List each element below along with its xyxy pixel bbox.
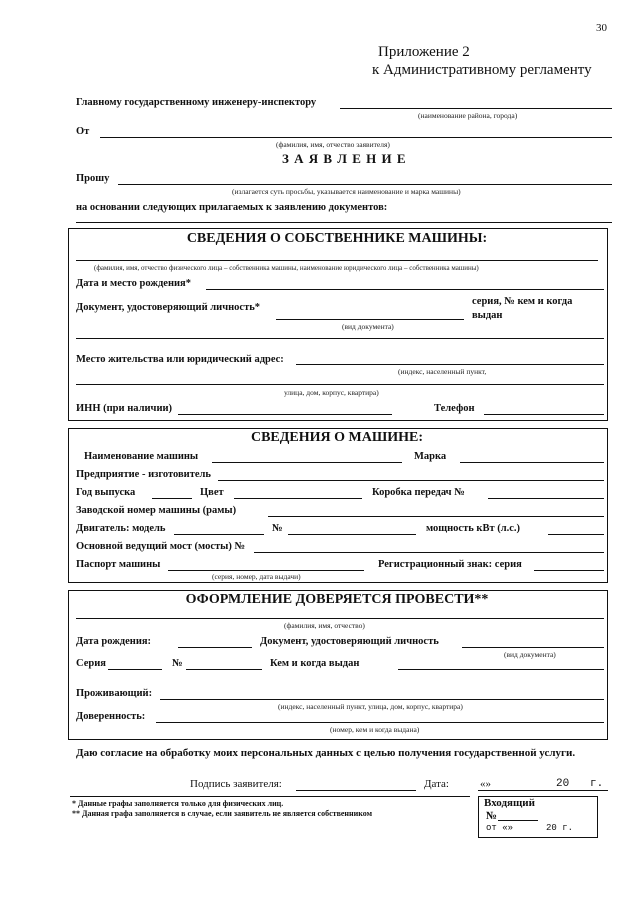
proxy-name-caption: (фамилия, имя, отчество) [284,621,365,630]
machine-serial-label: Заводской номер машины (рамы) [76,505,237,516]
owner-addr-caption2: улица, дом, корпус, квартира) [284,388,379,397]
proxy-title: ОФОРМЛЕНИЕ ДОВЕРЯЕТСЯ ПРОВЕСТИ** [185,592,489,607]
machine-year-field[interactable] [152,498,192,499]
owner-series-label: серия, № кем и когда [472,296,573,307]
machine-name-label: Наименование машины [84,451,199,462]
owner-address-field[interactable] [296,364,604,365]
from-caption: (фамилия, имя, отчество заявителя) [276,140,390,149]
owner-id-field[interactable] [276,319,464,320]
machine-passport-field[interactable] [168,570,364,571]
owner-phone-label: Телефон [434,403,475,414]
machine-engine-field[interactable] [174,534,264,535]
proxy-id-field[interactable] [462,647,604,648]
owner-id-label: Документ, удостоверяющий личность* [76,302,261,313]
from-field[interactable] [100,137,612,138]
request-field[interactable] [118,184,612,185]
proxy-residing-field[interactable] [160,699,604,700]
machine-gearbox-field[interactable] [488,498,604,499]
signature-label: Подпись заявителя: [190,778,282,790]
machine-engine-num-label: № [272,523,283,534]
footnote-1: * Данные графы заполняется только для физических лиц. [72,799,284,808]
date-quotes: «» [480,778,491,790]
owner-addr-caption1: (индекс, населенный пункт, [398,367,487,376]
incoming-num-label: № [486,810,498,822]
proxy-res-caption: (индекс, населенный пункт, улица, дом, корпус, квартира) [278,702,463,711]
proxy-issued-field[interactable] [398,669,604,670]
date-year: 20 [556,778,570,790]
owner-inn-label: ИНН (при наличии) [76,403,173,414]
document-title: З А Я В Л Е Н И Е [282,151,407,166]
owner-birth-label: Дата и место рождения* [76,278,191,289]
machine-maker-field[interactable] [218,480,604,481]
appendix-line1: Приложение 2 [378,44,470,60]
basis-field[interactable] [76,222,612,223]
signature-field[interactable] [296,790,416,791]
proxy-series-label: Серия [76,658,106,669]
owner-id-details-field[interactable] [76,338,604,339]
proxy-name-field[interactable] [76,618,604,619]
owner-title: СВЕДЕНИЯ О СОБСТВЕННИКЕ МАШИНЫ: [186,231,488,246]
owner-address-label: Место жительства или юридический адрес: [76,354,284,365]
machine-serial-field[interactable] [268,516,604,517]
proxy-issued-label: Кем и когда выдан [270,658,360,669]
date-label: Дата: [424,778,449,790]
owner-name-caption: (фамилия, имя, отчество физического лица – собственника машины, наименование юридического лица – собственника машины) [94,264,479,272]
machine-power-label: мощность кВт (л.с.) [426,523,521,534]
date-g: г. [590,778,604,790]
date-field[interactable] [478,790,608,791]
machine-plate-label: Регистрационный знак: серия [378,559,522,570]
proxy-id-label: Документ, удостоверяющий личность [260,636,439,647]
machine-color-field[interactable] [234,498,362,499]
machine-power-field[interactable] [548,534,604,535]
consent-text: Даю согласие на обработку моих персональных данных с целью получения государственной услуги. [76,747,576,759]
machine-engine-label: Двигатель: модель [76,523,166,534]
basis-text: на основании следующих прилагаемых к заявлению документов: [76,202,388,213]
incoming-from: от «» [486,823,514,833]
machine-year-label: Год выпуска [76,487,136,498]
incoming-num-field[interactable] [498,820,538,821]
proxy-num-label: № [172,658,183,669]
request-caption: (излагается суть просьбы, указывается наименование и марка машины) [232,187,461,196]
proxy-poa-caption: (номер, кем и когда выдана) [330,725,420,734]
machine-passport-caption: (серия, номер, дата выдачи) [212,572,301,581]
machine-axle-label: Основной ведущий мост (мосты) № [76,541,246,552]
owner-address-field2[interactable] [76,384,604,385]
from-label: От [76,126,90,137]
appendix-line2: к Административному регламенту [372,62,592,78]
owner-issued-label: выдан [472,310,503,321]
owner-phone-field[interactable] [484,414,604,415]
proxy-birth-field[interactable] [178,647,252,648]
to-caption: (наименование района, города) [418,111,518,120]
machine-brand-label: Марка [414,451,447,462]
proxy-poa-field[interactable] [156,722,604,723]
proxy-series-field[interactable] [108,669,162,670]
machine-passport-label: Паспорт машины [76,559,161,570]
incoming-title: Входящий [484,797,535,809]
to-label: Главному государственному инженеру-инспектору [76,97,317,108]
proxy-num-field[interactable] [186,669,262,670]
machine-maker-label: Предприятие - изготовитель [76,469,211,480]
owner-doc-caption: (вид документа) [342,322,394,331]
machine-name-field[interactable] [212,462,402,463]
proxy-doc-caption: (вид документа) [504,650,556,659]
machine-plate-field[interactable] [534,570,604,571]
machine-axle-field[interactable] [254,552,604,553]
proxy-poa-label: Доверенность: [76,711,146,722]
footnote-2: ** Данная графа заполняется в случае, если заявитель не является собственником [72,809,373,818]
machine-engine-num-field[interactable] [288,534,416,535]
machine-title: СВЕДЕНИЯ О МАШИНЕ: [250,430,423,445]
incoming-year: 20 г. [546,823,574,833]
to-field[interactable] [340,108,612,109]
owner-inn-field[interactable] [178,414,392,415]
footnote-divider [70,796,470,797]
machine-brand-field[interactable] [460,462,604,463]
machine-color-label: Цвет [200,487,224,498]
proxy-residing-label: Проживающий: [76,688,153,699]
owner-name-field[interactable] [76,260,598,261]
machine-gearbox-label: Коробка передач № [372,487,465,498]
page-number: 30 [596,22,607,34]
owner-birth-field[interactable] [206,289,604,290]
proxy-birth-label: Дата рождения: [76,636,152,647]
request-label: Прошу [76,173,110,184]
